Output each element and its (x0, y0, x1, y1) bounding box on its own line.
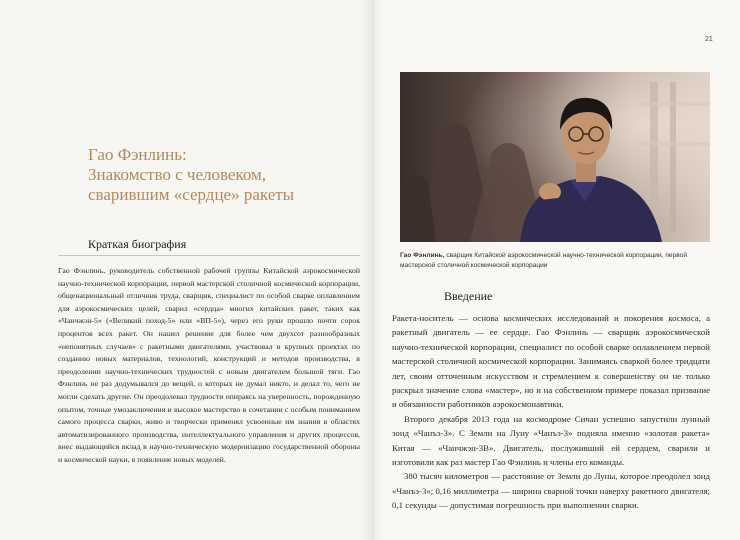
portrait-photo (400, 72, 710, 242)
caption-text: сварщик Китайской аэрокосмической научно-технической корпорации, первой мастерской столичной космической корпорации (400, 252, 688, 269)
chapter-title-line-3: сварившим «сердце» ракеты (88, 185, 295, 204)
introduction-paragraph-2: Второго декабря 2013 года на космодроме Сичан успешно запустили лунный зонд «Чанъэ-3». С Земли на Луну «Чанъэ-3» подняла именно «золотая ракета» Китая — «Чанчжэн-3В». Двигатель, послуживший ей сердцем, сварили и изготовили как раз мастер Гао Фэнлинь и члены его команды. (392, 413, 710, 468)
introduction-paragraph-3: 380 тысяч километров — расстояние от Земли до Луны, которое преодолел зонд «Чанъэ-3»; 0,16 миллиметра — ширина сварной точки наверху ракетного двигателя; 0,1 секунды — допустимая погрешность при выполнении сварки. (392, 471, 710, 511)
page-number: 21 (705, 36, 713, 43)
biography-divider (58, 255, 360, 256)
caption-name: Гао Фэнлинь, (400, 252, 445, 259)
book-gutter (362, 0, 384, 540)
biography-text: Гао Фэнлинь, руководитель собственной рабочей группы Китайской аэрокосмической научно-технической корпорации, первой мастерской столичной космической корпорации, общенациональный отличник труда, сварщик, специалист по особой сварке оплавлением для аэрокосмических целей, сварил «сердца» многих китайских ракет, таких как «Чанчжэн-5» («Великий поход-5» или «ВП-5»), через его руки прошло почти сорок процентов всех ракет. Он нашел решение для более чем двухсот разнообразных «непонятных случаев» с ракетными двигателями, участвовал в крупных проектах по созданию новых материалов, технологий, конструкций и методов производства, в преодолении научно-технических трудностей с новым двигателем большой тяги. Гао Фэнлинь не раз додумывался до вещей, о которых не думал никто, и делал то, чего не могли сделать другие. Он преодолевал трудности опираясь на уверенность, порожденную опытом, точные умозаключения и высокое мастерство в сочетании с особым пониманием самого процесса сварки, живо и творчески применял усвоенные им знания в областях автоматизированного производства, интеллектуального управления и других процессов, внес выдающийся вклад в научно-техническую модернизацию государственной обороны и космической науки, в появление новых моделей. (58, 266, 360, 464)
introduction-text (392, 311, 710, 513)
biography-heading: Краткая биография (88, 237, 187, 251)
portrait-illustration (400, 72, 710, 242)
introduction-paragraph-1: Ракета-носитель — основа космических исследований и покорения космоса, а ракетный двигатель — ее сердце. Гао Фэнлинь — сварщик аэрокосмической научно-технической корпорации, специалист по особой сварке оплавлением первой мастерской столичной космической корпорации. Занимаясь сваркой более тридцати лет, своим отточенным искусством и стремлением к совершенству он не только раскрыл значение слова «мастер», но и на собственном примере показал призвание и обязанности работников аэрокосмонавтики. (392, 313, 710, 410)
chapter-title-line-2: Знакомство с человеком, (88, 165, 267, 184)
introduction-heading: Введение (444, 289, 493, 303)
chapter-title-line-1: Гао Фэнлинь: (88, 145, 187, 164)
chapter-title (88, 145, 348, 205)
photo-caption (400, 251, 710, 270)
